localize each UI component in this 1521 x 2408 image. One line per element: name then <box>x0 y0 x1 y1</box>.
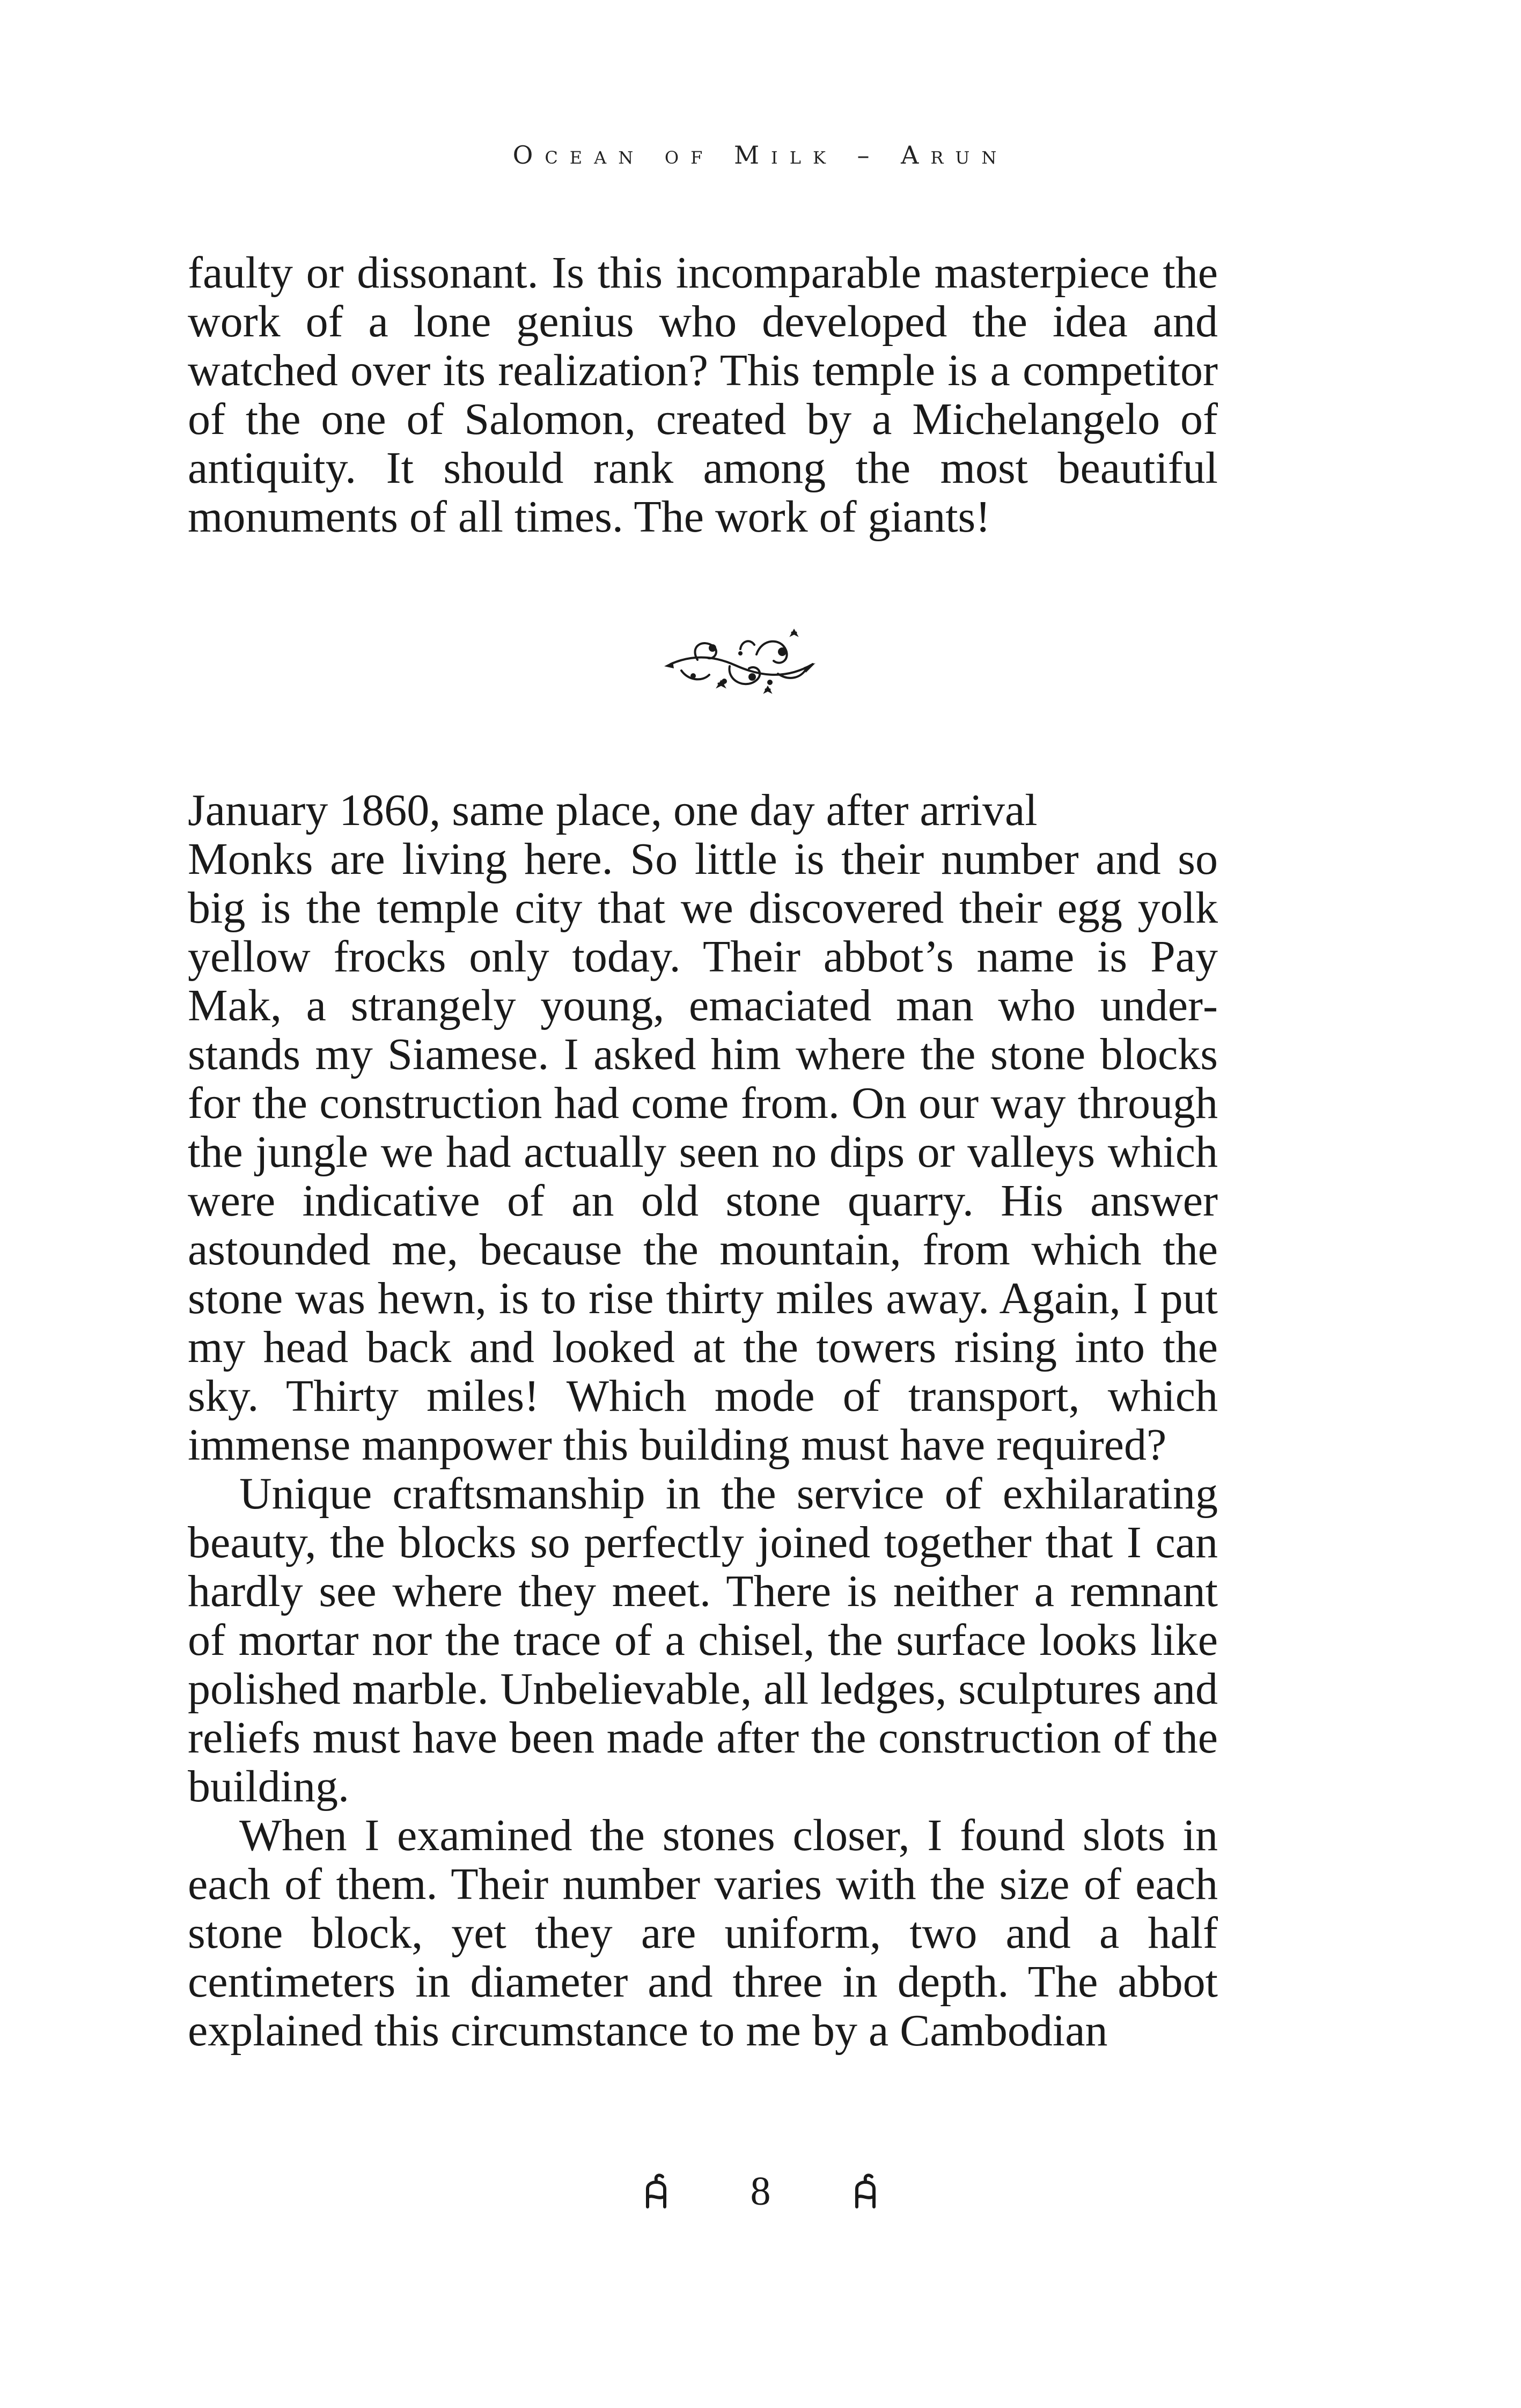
text-block-2 <box>188 786 1218 2055</box>
text-block-1 <box>188 248 1218 541</box>
running-head <box>0 141 1521 170</box>
page-number: 8 <box>750 2169 771 2214</box>
page-footer <box>0 2168 1521 2215</box>
khmer-glyph-icon <box>849 2173 881 2211</box>
paragraph-2: Unique craftsmanship in the service of exhilarating beauty, the blocks so perfectly joined together that I can hardly see where they meet. There is neither a remnant of mortar nor the trace of a chisel, the surface looks like polished marble. Unbelievable, all ledges, sculptures and reliefs must have been made after the construction of the building. <box>188 1469 1218 1811</box>
running-head-text: Ocean of Milk – Arun <box>512 141 1009 170</box>
paragraph-continuation: faulty or dissonant. Is this incomparable masterpiece the work of a lone genius who developed the idea and watched over its realization? This temple is a competitor of the one of Salomon, created by a Michelangelo of antiquity. It should rank among the most beautiful monuments of all times. The work of giants! <box>188 248 1218 542</box>
paragraph-3: When I examined the stones closer, I found slots in each of them. Their number varies with the size of each stone block, yet they are uniform, two and a half centimeters in diameter and three in depth. The abbot explained this circumstance to me by a Cambodian <box>188 1810 1218 2056</box>
paragraph-1: Monks are living here. So little is their number and so big is the temple city that we discovered their egg yolk yellow frocks only today. Their abbot’s name is Pay Mak, a strangely young, emaciated man who understands my Siamese. I asked him where the stone blocks for the construction had come from. On our way through the jungle we had actually seen no dips or valleys which were indicative of an old stone quarry. His answer astounded me, because the mountain, from which the stone was hewn, is to rise thirty miles away. Again, I put my head back and looked at the towers rising into the sky. Thirty miles! Which mode of transport, which immense manpower this building must have required? <box>188 834 1218 1470</box>
floral-vine-ornament-icon <box>660 622 821 708</box>
khmer-glyph-icon <box>640 2173 672 2211</box>
dateline: January 1860, same place, one day after arrival <box>188 785 1038 835</box>
